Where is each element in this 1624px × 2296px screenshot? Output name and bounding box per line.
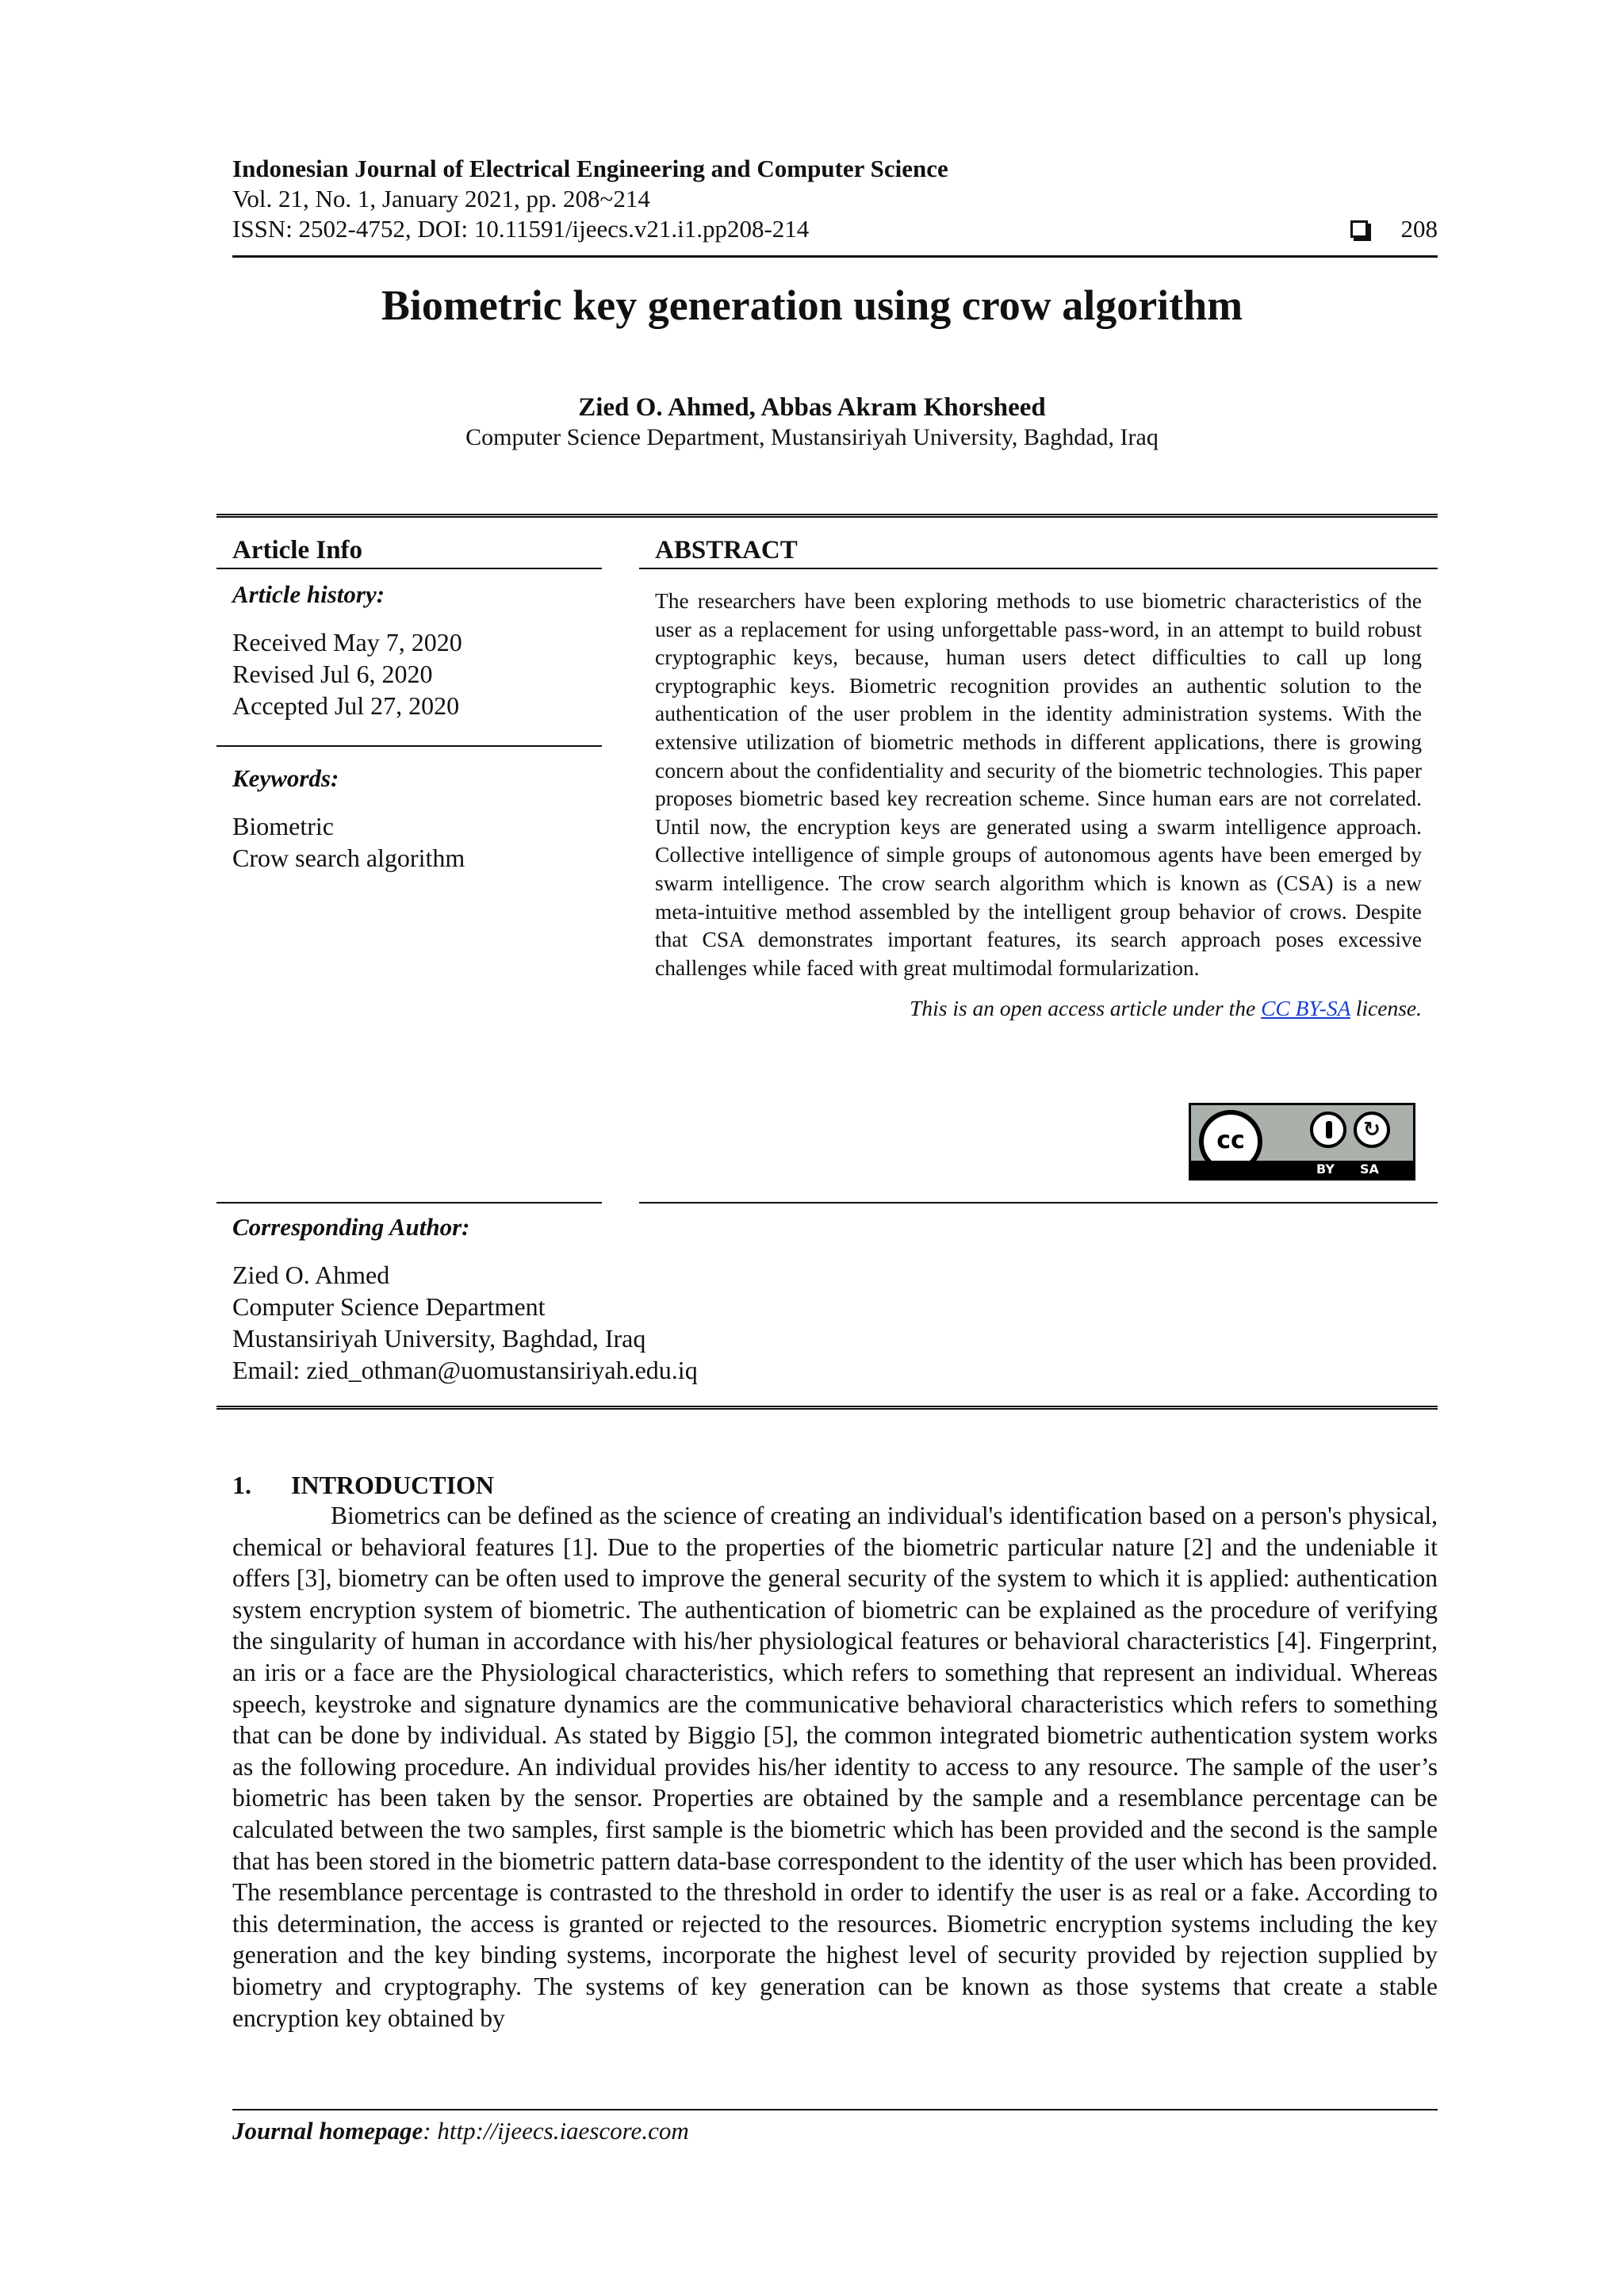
journal-name: Indonesian Journal of Electrical Engineering and Computer Science xyxy=(232,155,948,182)
paper-affiliation: Computer Science Department, Mustansiriyah University, Baghdad, Iraq xyxy=(465,424,1159,450)
corresponding-heading: Corresponding Author: xyxy=(232,1213,470,1241)
header-rule xyxy=(232,255,1438,258)
page-number: 208 xyxy=(1400,215,1438,243)
sa-label: SA xyxy=(1360,1161,1379,1177)
article-info-heading: Article Info xyxy=(216,533,602,569)
info-bottom-rule-left xyxy=(216,1202,602,1203)
journal-homepage: Journal homepage: http://ijeecs.iaescore.com xyxy=(232,2117,689,2145)
keyword: Biometric xyxy=(232,812,334,840)
page-box-icon xyxy=(1350,220,1368,238)
abstract-column xyxy=(639,533,1438,1021)
journal-header xyxy=(232,154,1438,244)
cc-icon: cc xyxy=(1199,1110,1262,1173)
info-top-rule xyxy=(216,514,1438,518)
by-person-icon xyxy=(1310,1112,1346,1148)
keyword: Crow search algorithm xyxy=(232,844,465,872)
corr-line: Mustansiriyah University, Baghdad, Iraq xyxy=(232,1324,646,1353)
article-history-heading: Article history: xyxy=(232,580,385,608)
license-link[interactable]: CC BY-SA xyxy=(1261,996,1350,1021)
corr-line: Computer Science Department xyxy=(232,1292,546,1321)
introduction-section xyxy=(232,1471,1438,2034)
abstract-heading: ABSTRACT xyxy=(639,533,1438,569)
introduction-heading: 1. INTRODUCTION xyxy=(232,1471,495,1499)
corr-email[interactable]: Email: zied_othman@uomustansiriyah.edu.iq xyxy=(232,1356,698,1384)
license-line: This is an open access article under the CC BY-SA license. xyxy=(910,996,1422,1021)
accepted-date: Accepted Jul 27, 2020 xyxy=(232,691,460,720)
share-alike-icon: ↻ xyxy=(1354,1112,1390,1148)
corresponding-bottom-rule xyxy=(216,1406,1438,1410)
badge-strip xyxy=(1191,1161,1413,1178)
corr-line: Zied O. Ahmed xyxy=(232,1261,390,1289)
paper-authors: Zied O. Ahmed, Abbas Akram Khorsheed xyxy=(578,393,1046,422)
footer-rule xyxy=(232,2109,1438,2110)
homepage-url[interactable]: : http://ijeecs.iaescore.com xyxy=(423,2117,689,2145)
introduction-text: Biometrics can be defined as the science of creating an individual's identification based on a person's physical, chemical or behavioral features [1]. Due to the properties of the biometric particular nature [2] and the undeniable it offers [3], biometry can be often used to improve the general security of the system to which it is applied: authentication system encryption system of biometric. The authentication of biometric can be explained as the procedure of verifying the singularity of human in accordance with his/her physiological features or behavioral characteristics [4]. Fingerprint, an iris or a face are the Physiological characteristics, which refers to something that represent an individual. Whereas speech, keystroke and signature dynamics are the communicative behavioral characteristics which refers to something that can be done by individual. As stated by Biggio [5], the common integrated biometric authentication system works as the following procedure. An individual provides his/her identity to access to any resource. The sample of the user’s biometric has been taken by the sensor. Properties are obtained by the sample and a resemblance percentage can be calculated between the two samples, first sample is the biometric which has been provided and the second is the sample that has been stored in the biometric pattern data-base correspondent to the identity of the user which has been provided. The resemblance percentage is contrasted to the threshold in order to identify the user is as real or a fake. According to this determination, the access is granted or rejected to the resources. Biometric encryption systems including the key generation and the key binding systems, incorporate the highest level of security provided by rejection supplied by biometry and cryptography. The systems of key generation can be known as those systems that create a stable encryption key obtained by xyxy=(232,1502,1438,2032)
received-date: Received May 7, 2020 xyxy=(232,628,462,656)
cc-by-sa-badge[interactable] xyxy=(1189,1103,1415,1181)
journal-issn: ISSN: 2502-4752, DOI: 10.11591/ijeecs.v21.i1.pp208-214 xyxy=(232,215,810,243)
keywords-heading: Keywords: xyxy=(232,764,339,792)
corresponding-author xyxy=(232,1213,1422,1386)
article-info-column xyxy=(216,533,602,874)
abstract-text: The researchers have been exploring methods to use biometric characteristics of the user as a replacement for using unforgettable pass-word, in an attempt to build robust cryptographic keys, because, human users detect difficulties to call up long cryptographic keys. Biometric recognition provides an authentic solution to the authentication of the user problem in the identity administration systems. With the extensive utilization of biometric methods in different applications, there is growing concern about the confidentiality and security of the biometric technologies. This paper proposes biometric based key recreation scheme. Since human ears are not correlated. Until now, the encryption keys are generated using a swarm intelligence approach. Collective intelligence of simple groups of autonomous agents have been emerged by swarm intelligence. The crow search algorithm which is known as (CSA) is a new meta-intuitive method assembled by the intelligent group behavior of crows. Despite that CSA demonstrates important features, its search approach poses excessive challenges while faced with great multimodal formularization. xyxy=(655,588,1422,980)
journal-volume: Vol. 21, No. 1, January 2021, pp. 208~214 xyxy=(232,185,650,212)
revised-date: Revised Jul 6, 2020 xyxy=(232,660,433,688)
info-bottom-rule-right xyxy=(639,1202,1438,1203)
by-label: BY xyxy=(1316,1161,1335,1177)
paper-title: Biometric key generation using crow algorithm xyxy=(381,281,1243,329)
info-divider xyxy=(216,745,602,747)
